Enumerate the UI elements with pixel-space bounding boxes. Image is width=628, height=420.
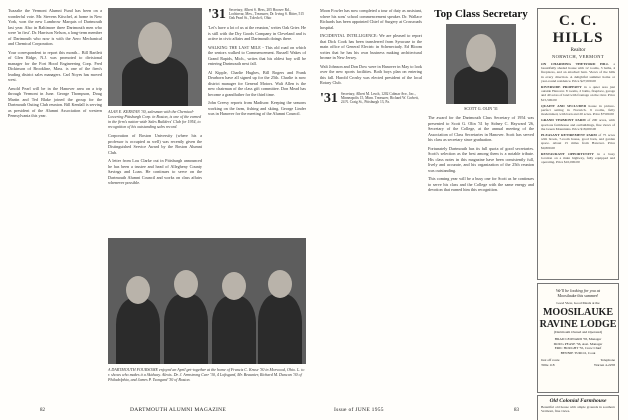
body-text: Al Kipple, Charlie Hughes, Bill Rogers and Frank Dearborn have all signed up for the 25th. Charlie is now district manager for General Motors. Walt Allen is the new chairman of the class gift committee. Don Mead has become a grandfather for the third time. [208,69,306,97]
route-value: Tillie 118 [541,362,555,367]
body-text: This coming year will be a busy one for Scott as he continues to serve his class and the College with the same energy and devotion that earned him this recognition. [428,176,534,192]
listing-item [541,152,615,165]
ad-title: C. C. HILLS [552,13,604,46]
phone-value: Warren 4-2258 [593,362,615,367]
class-number: '31 [208,7,226,22]
figure-1 [116,298,160,364]
running-foot: DARTMOUTH ALUMNI MAGAZINE [130,407,227,413]
figure-4 [258,294,302,364]
listing-item [541,133,615,150]
right-page [314,0,628,420]
listing-list [538,59,618,169]
listing-text: a beautifully shaded house with 12 rooms, 3 baths, 4 fireplaces, and an attached barn. Views of the hills in every direction. A delightful summer home or year-round residence. Price $27,000.00 [541,62,615,83]
listing-text: of 75 acres with brook, 7-room house, good barn, and garden space. About 15 miles from Hanover. Price $9,800.00 [541,133,616,150]
body-text: Tuzzalie the Vermont Alumni Fund has been on a wonderful vote. Mr. Stevens Kitschel, at home in New York, won the new Lambrow Marquis of Dartmouth last year. Also in Baltimore three Dartmouth men who were 'in first'. Dr. Harrison Nelson, a long-term member of Dartmouth who now is with the Aero Mechanical and Chemical Corporation. [8,8,102,46]
listing-head: RIVERSIDE PROPERTY [541,85,582,90]
manager-list [538,337,618,355]
section-title: Top Class Secretary [434,8,528,20]
class-officers: Secretary, Albert S. Hess, 205 Hoosev Rd., Lochinvar, Mex., Treasurer, Dr. Irving S. Bitter, 515 Oak Pearl St., Toledo 6, Ohio [228,8,304,21]
listing-text: in a quiet area just outside Hanover. 8 rooms, 2 baths, fireplace, garage and 40 acres of land with frontage on the river. Price $15,500.00 [541,85,616,102]
figure-2 [164,294,208,364]
listing-head: PLEASANT RETIREMENT FARM [541,133,597,138]
body-text: The award for the Dartmouth Class Secretary of 1954 was presented to Scott G. Olin '31 by Sidney C. Hayward '26, Secretary of the College, at the annual meeting of the Association of Class Secretaries in Hanover. Scott has served his class as secretary since graduation. [428,115,534,142]
lodge-name: MOOSILAUKE [542,306,613,318]
figure-2-face [174,270,198,298]
running-foot: Issue of JUNE 1955 [334,407,384,413]
foursome-caption: A DARTMOUTH FOURSOME enjoyed an April get-together at the home of Francis C. Kruse '30 in Morwood, Ohio. L. to r. shows who makes it a Skidway. Alexis. Dr. J. Armstrong Carr '30, 4 Loftsgard, Mr. Beaunier, Richard M. Duncan '30 of Philadelphia, and James P. Tsongard '30 of Boston. [108,367,305,382]
ad-intro-2: Moosilauke this summer! [557,293,599,298]
listing-text: of 200 acres, with spacious farmhouse and outbuildings, fine views of the Green Mountains. Price $18,000.00 [541,118,615,131]
listing-item [541,104,615,117]
body-text: WALKING THE LAST MILE - This old road on which the seniors walked to Commencement. Russell Wakes of Grand Rapids, Mich., writes that his oldest boy will be entering Dartmouth next fall. [208,44,306,66]
left-column-1 [8,8,102,119]
photo-caption: ALAN E. KERSTAN '30, salesman with the Chemical-Lowering Pittsburgh Corp. in Boston, is one of the earned in the firm's nation-wide Sales Builders' Club for 1954, to recognition of his outstanding sales record. [108,109,202,129]
ad-tagline: Good View, Good Meals at the [556,301,600,305]
lodge-name-2: RAVINE LODGE [539,318,617,330]
left-column-3 [208,8,306,117]
class-number: '31 [320,90,338,106]
body-text: INCIDENTAL INTELLIGENCE: We are pleased to report that Dick Cook has been transferred from Syracuse to the main office of General Electric in Schenectady. Ed Bloom writes that he has his own business making architectural bronze in New Jersey. [320,33,422,60]
hills-realtor-ad [537,8,619,280]
manager-entry: DOUG PEASE '56, Asst. Manager [553,341,603,346]
page-number: 82 [40,408,45,413]
body-text: Fortunately Dartmouth has its full quota of good secretaries. Scott's selection as the best among them is a notable tribute. His class notes in this magazine have been consistently full, lively and accurate, and his organization of the 25th reunion was outstanding. [428,145,534,173]
right-column-1 [320,8,422,106]
secretary-caption: SCOTT G. OLIN '31 [464,106,498,111]
listing-item [541,118,615,131]
lodge-owner: (Dartmouth Owned and Operated) [553,329,603,334]
figure-1-face [126,276,150,304]
listing-head: RESTAURANT OPPORTUNITY [541,151,594,156]
body-text: Arnold Pearl will be in the Hanover area on a trip through Vermont in June. George Thompson, Doug Martin and Ted Blake joined the group for the Dartmouth Outing Club reunion. Bill Kendall is serving as president of the Alumni Association of western Pennsylvania this year. [8,85,102,118]
figure-3-face [222,272,246,300]
class-header [320,92,422,106]
portrait-face [466,34,496,72]
ad-location: NORWICH, VERMONT [551,54,605,59]
foursome-photo [108,238,306,364]
body-text: Your correspondent to report this month... Bill Bartlett of Glen Ridge, N.J. was promoted to divisional manager for the Fort Hood Engineering Corp. Fred Dickinson of Brookline, Mass. is one of the firm's leading district sales managers. Carl Noyes has moved west. [8,49,102,82]
portrait-face [138,22,172,64]
manager-entry: BRAD LEONARD '58, Manager [554,337,602,341]
body-text: 'Let's have a lot of us at the reunion,' writes Oak Grier. He is still with the Dry Goods Company in Cleveland and is active in civic affairs and Dartmouth doings there. [208,25,306,41]
page-number: 83 [514,408,519,413]
ad-title: Old Colonial Farmhouse [549,398,607,404]
portrait-photo [108,8,202,106]
manager-entry: BENNIE TURCO, Cook [560,350,596,355]
left-column-2 [108,8,202,186]
right-column-2 [428,8,534,193]
listing-item [541,62,615,83]
body-text: Moon Fowler has now completed a tour of duty as assistant, where his sons' school commencement speaker. Dr. Wallace Richards has been appointed Chief of Surgery at Crossroads hospital. [320,8,422,30]
secretary-portrait [446,24,516,104]
listing-head: ON CHARMING THETFORD HILL [541,62,609,66]
phone-label: Telephone [600,358,615,362]
figure-3 [212,296,256,364]
listing-item [541,85,615,102]
ad-subtitle: Realtor [570,48,586,53]
figure-4-face [268,270,292,298]
route-label: Just off route [541,358,560,362]
farmhouse-ad [537,395,619,420]
contact-row [538,363,618,368]
body-text: Corporation of Boston University (where his a professor is occupied as well) was recently given the Distinguished Service Award by the Boston Alumni Club. [108,133,202,155]
ad-text: Beautiful old house with ample grounds in southern Vermont, fine views. [541,405,615,414]
body-text: A letter from Lou Clarke out in Pittsburgh announced he has been a trustee and head of Allegheny County Savings and Loan. He continues to serve on the Dartmouth Alumni Council and works on class affairs whenever possible. [108,158,202,185]
listing-head: GRAND VERMONT FARM [541,118,586,123]
listing-text: in a busy location on a main highway, fully equipped and operating. Price $10,000.00 [541,151,615,165]
manager-entry: ERIC HOUGHT '55, Crew Chief [554,346,602,350]
body-text: Walt Johnson and Don Dow were in Hanover in May to look over the new sports facilities. Both boys plan on entering this fall. Harold Crosby was elected president of the local Rotary Club. [320,63,422,85]
moosilauke-lodge-ad [537,283,619,393]
listing-head: QUAINT AND SECLUDED [541,103,587,108]
listing-text: house in picture-perfect setting in Norwich. 9 rooms, fully modernized, with barn and 20 acres. Price $7500.00 [541,103,616,117]
class-header [208,8,306,22]
ad-intro: We'll be looking for you at [555,288,601,293]
class-officers: Secretary, Albert M. Lesch, 1202 Colmar Ave., Inc., Minneapolis 15, Minn. Treasurer, Richard W. Corbett, 24 N. Craig St., Pittsburgh 13, Pa. [340,91,419,104]
body-text: John Creesy reports from Madison: Keeping the seasons working on the farm, fishing and skiing. George Linder was in Hanover for the meeting of the Alumni Council. [208,100,306,116]
